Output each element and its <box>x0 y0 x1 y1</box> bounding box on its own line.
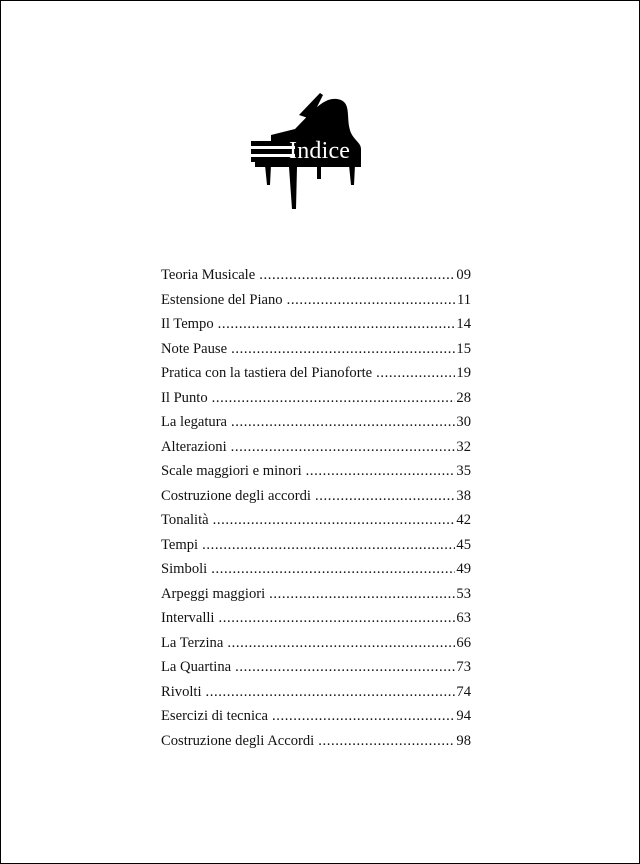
toc-entry-page-number: 53 <box>456 585 471 602</box>
toc-entry-page-number: 94 <box>456 708 471 724</box>
toc-entry-title: Rivolti <box>161 683 202 700</box>
toc-entry-title: Arpeggi maggiori <box>161 585 266 602</box>
dot-leader <box>231 439 456 456</box>
dot-leader <box>218 316 456 333</box>
dot-leader <box>376 365 455 382</box>
toc-entry-title: Esercizi di tecnica <box>161 708 268 724</box>
page-title: Indice <box>289 138 351 164</box>
toc-entry <box>161 512 471 537</box>
toc-entry-page-number: 19 <box>456 365 471 381</box>
dot-leader <box>231 414 455 431</box>
toc-entry-title: Scale maggiori e minori <box>161 463 302 479</box>
toc-entry-page-number: 49 <box>456 561 471 577</box>
dot-leader <box>211 561 455 578</box>
toc-entry-page-number: 11 <box>456 291 471 308</box>
toc-entry-title: Il Tempo <box>161 316 214 332</box>
toc-entry-page-number: 15 <box>456 340 471 357</box>
dot-leader <box>219 610 456 627</box>
table-of-contents <box>161 267 471 757</box>
dot-leader <box>287 292 456 309</box>
dot-leader <box>315 488 455 505</box>
toc-entry <box>161 390 471 415</box>
toc-entry-page-number: 14 <box>456 316 471 332</box>
toc-entry <box>161 488 471 513</box>
toc-entry <box>161 635 471 660</box>
toc-entry-title: Simboli <box>161 561 208 577</box>
toc-entry-title: Alterazioni <box>161 438 227 455</box>
toc-entry <box>161 292 471 317</box>
toc-entry-page-number: 66 <box>456 634 471 651</box>
toc-entry-title: Estensione del Piano <box>161 291 283 308</box>
toc-entry <box>161 537 471 562</box>
toc-entry-page-number: 42 <box>456 512 471 528</box>
toc-entry <box>161 708 471 733</box>
toc-entry-title: Teoria Musicale <box>161 267 256 283</box>
dot-leader <box>235 659 455 676</box>
toc-entry <box>161 267 471 292</box>
toc-entry-title: La Quartina <box>161 659 232 675</box>
dot-leader <box>306 463 456 480</box>
toc-entry <box>161 659 471 684</box>
toc-entry-title: Il Punto <box>161 389 208 406</box>
toc-entry-title: Costruzione degli Accordi <box>161 732 315 749</box>
toc-entry <box>161 316 471 341</box>
toc-entry <box>161 439 471 464</box>
dot-leader <box>272 708 455 725</box>
toc-entry <box>161 463 471 488</box>
toc-entry-page-number: 38 <box>456 487 471 504</box>
dot-leader <box>259 267 455 284</box>
toc-entry <box>161 610 471 635</box>
toc-entry <box>161 414 471 439</box>
toc-entry-page-number: 28 <box>456 389 471 406</box>
dot-leader <box>318 733 455 750</box>
toc-entry-title: La legatura <box>161 414 228 430</box>
toc-entry-page-number: 63 <box>456 610 471 626</box>
toc-entry-page-number: 35 <box>456 463 471 479</box>
toc-entry <box>161 561 471 586</box>
toc-entry-title: Pratica con la tastiera del Pianoforte <box>161 365 373 381</box>
toc-entry-title: Tempi <box>161 536 199 553</box>
toc-entry-page-number: 45 <box>456 536 471 553</box>
toc-entry <box>161 684 471 709</box>
dot-leader <box>213 512 456 529</box>
toc-entry-page-number: 30 <box>456 414 471 430</box>
dot-leader <box>206 684 456 701</box>
index-header <box>249 89 369 211</box>
toc-entry-page-number: 32 <box>456 438 471 455</box>
toc-entry-page-number: 98 <box>456 732 471 749</box>
toc-entry <box>161 586 471 611</box>
toc-entry-title: Costruzione degli accordi <box>161 487 311 504</box>
dot-leader <box>231 341 455 358</box>
toc-entry-title: Tonalità <box>161 512 209 528</box>
toc-entry-page-number: 09 <box>456 267 471 283</box>
toc-entry <box>161 733 471 758</box>
dot-leader <box>227 635 455 652</box>
dot-leader <box>202 537 455 554</box>
toc-entry-page-number: 74 <box>456 683 471 700</box>
toc-entry-title: La Terzina <box>161 634 224 651</box>
toc-entry-page-number: 73 <box>456 659 471 675</box>
toc-entry-title: Note Pause <box>161 340 228 357</box>
toc-entry-title: Intervalli <box>161 610 215 626</box>
dot-leader <box>269 586 455 603</box>
dot-leader <box>212 390 456 407</box>
toc-entry <box>161 341 471 366</box>
toc-entry <box>161 365 471 390</box>
